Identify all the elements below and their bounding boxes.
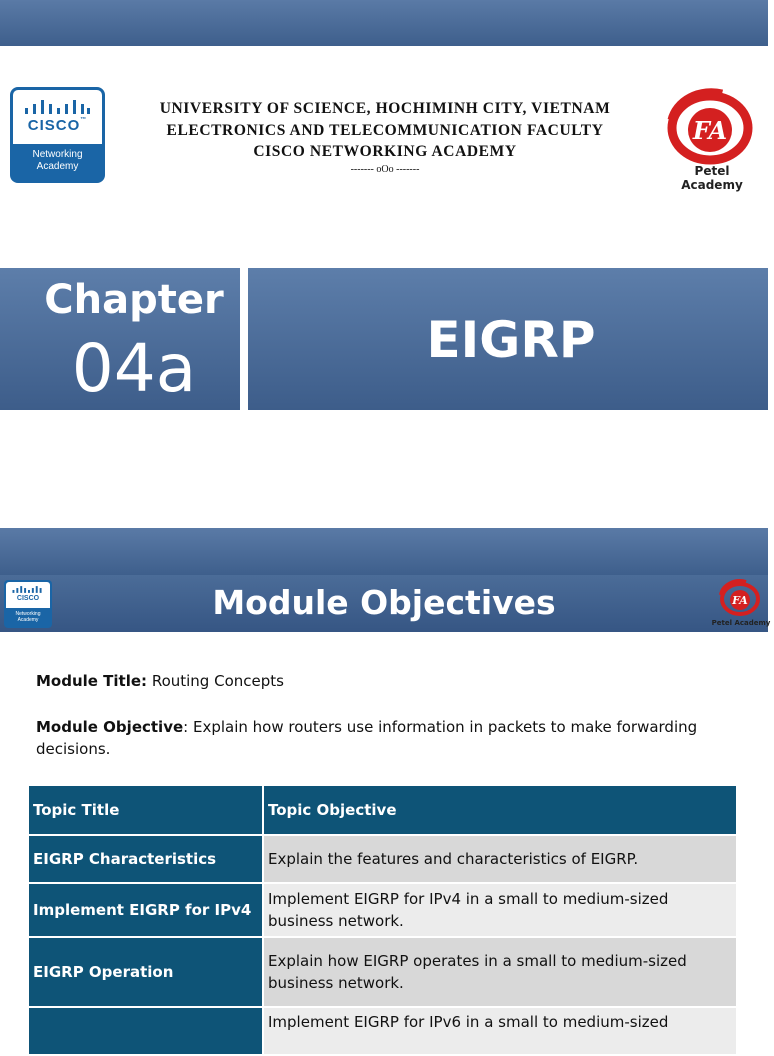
cisco-networking-academy-logo: [10, 87, 105, 183]
topic-title-cell: [29, 1008, 264, 1056]
topic-objective-cell: Explain how EIGRP operates in a small to medium-sized business network.: [264, 938, 736, 1008]
university-header: [112, 98, 658, 177]
module-objective-label: Module Objective: [36, 718, 184, 736]
svg-text:Petel Academy: Petel Academy: [711, 619, 771, 627]
cisco-wordmark: CISCO™: [27, 117, 88, 134]
table-row: [29, 884, 736, 938]
fa-academy-name: Petel Academy: [681, 164, 743, 192]
column-header-topic-objective: Topic Objective: [264, 786, 736, 836]
chapter-label: Chapter: [44, 277, 224, 323]
academy-line: CISCO NETWORKING ACADEMY: [253, 143, 517, 160]
topic-objective-cell: Implement EIGRP for IPv4 in a small to medium-sized business network.: [264, 884, 736, 938]
table-row: [29, 1008, 736, 1056]
column-header-topic-title: Topic Title: [29, 786, 264, 836]
module-objective-value: : Explain how routers use information in packets to make forwarding decisions.: [36, 718, 698, 758]
topic-objective-cell: Explain the features and characteristics of EIGRP.: [264, 836, 736, 884]
table-row: [29, 938, 736, 1008]
module-title-value: Routing Concepts: [147, 672, 284, 690]
university-line: UNIVERSITY OF SCIENCE, HOCHIMINH CITY, VIETNAM: [159, 100, 611, 117]
slide-title: EIGRP: [426, 311, 596, 369]
faculty-line: ELECTRONICS AND TELECOMMUNICATION FACULTY: [166, 121, 604, 139]
svg-text:FA: FA: [732, 594, 748, 607]
slide2-top-band: [0, 528, 768, 575]
cisco-logo-subtitle: Networking Academy: [32, 149, 83, 172]
cisco-bridge-icon: [24, 99, 90, 115]
table-header-row: [29, 786, 736, 836]
topics-table: [29, 786, 736, 1056]
table-row: [29, 836, 736, 884]
separator: ------- oOo -------: [350, 163, 420, 175]
topic-title-cell: EIGRP Operation: [29, 938, 264, 1008]
topic-title-cell: Implement EIGRP for IPv4: [29, 884, 264, 938]
slide1-top-band: [0, 0, 768, 46]
module-title-line: [36, 670, 736, 692]
chapter-number: 04a: [71, 330, 197, 407]
module-objective-line: [36, 716, 736, 760]
module-objectives-title: Module Objectives: [212, 583, 556, 622]
small-cisco-wordmark: CISCO: [16, 595, 40, 602]
small-fa-academy-logo: [711, 580, 771, 628]
module-title-label: Module Title:: [36, 672, 148, 690]
svg-text:FA: FA: [692, 116, 728, 145]
topic-title-cell: EIGRP Characteristics: [29, 836, 264, 884]
small-cisco-subtitle: Networking Academy: [15, 611, 41, 623]
topic-objective-cell: Implement EIGRP for IPv6 in a small to medium-sized: [264, 1008, 736, 1056]
